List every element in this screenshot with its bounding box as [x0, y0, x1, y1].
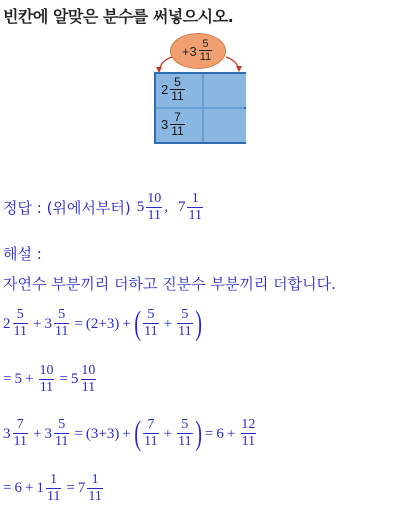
grid-cell-row1-given	[156, 74, 202, 107]
eq3-term2-numerator: 5	[58, 417, 66, 433]
eq2-result-whole: 5	[70, 371, 79, 388]
eq1-plus-2: +	[122, 315, 131, 332]
eq1-term1-whole: 2	[3, 315, 11, 332]
eq2-numerator: 10	[39, 363, 54, 378]
eq3-equals-2: =	[204, 425, 214, 442]
grid-cell-row2-blank[interactable]	[204, 109, 246, 142]
eq1-term2-denominator: 11	[54, 324, 69, 340]
eq3-frac2-denominator: 11	[178, 434, 192, 450]
eq4-equals-2: =	[66, 480, 75, 497]
equation-line-4	[3, 473, 105, 504]
explanation-label-line	[3, 243, 42, 264]
eq3-result-denominator: 11	[241, 434, 256, 450]
eq1-frac2-numerator: 5	[181, 307, 189, 323]
eq1-term1-numerator: 5	[16, 307, 24, 323]
answer1-whole: 5	[136, 199, 145, 216]
eq3-equals: =	[74, 425, 83, 442]
grid-cell-row2-given	[156, 109, 202, 142]
oval-numerator: 5	[202, 37, 209, 50]
eq3-left-paren: (	[134, 415, 141, 452]
answer1-numerator: 10	[147, 191, 162, 206]
eq1-equals: =	[74, 315, 83, 332]
explanation-label: 해설 :	[3, 245, 42, 263]
eq1-frac1-numerator: 5	[147, 307, 155, 323]
eq4-result-denominator: 11	[88, 488, 102, 504]
eq2-whole: 5	[14, 371, 22, 388]
eq3-term2-denominator: 11	[54, 434, 69, 450]
eq4-mixed-denominator: 11	[46, 488, 61, 504]
eq3-frac2-numerator: 5	[181, 417, 189, 433]
eq3-term1-denominator: 11	[13, 434, 27, 450]
eq3-result-whole: 6	[216, 425, 224, 442]
eq3-term1-whole: 3	[3, 425, 11, 442]
row1-whole: 2	[161, 81, 169, 97]
eq3-right-paren: )	[194, 415, 202, 452]
eq4-result-whole: 7	[77, 480, 86, 497]
eq3-term1-numerator: 7	[16, 417, 24, 433]
eq4-equals: =	[3, 480, 12, 497]
eq3-frac1-denominator: 11	[144, 434, 158, 450]
eq2-result-numerator: 10	[81, 363, 96, 378]
eq3-plus-2: +	[122, 425, 131, 442]
row2-numerator: 7	[174, 110, 181, 124]
answer2-whole: 7	[177, 199, 186, 216]
row1-denominator: 11	[171, 88, 184, 103]
row2-denominator: 11	[171, 123, 184, 138]
eq2-equals-2: =	[59, 371, 68, 388]
eq1-right-paren: )	[194, 305, 202, 342]
answer-separator: ,	[164, 199, 168, 216]
answer-grid	[154, 72, 246, 144]
eq1-term2-whole: 3	[44, 315, 52, 332]
eq3-wholes-sum: (3+3)	[85, 425, 120, 442]
eq2-plus: +	[24, 371, 34, 388]
eq1-wholes-sum: (2+3)	[85, 315, 120, 332]
explanation-text: 자연수 부분끼리 더하고 진분수 부분끼리 더합니다.	[3, 275, 336, 293]
eq2-equals: =	[3, 371, 12, 388]
eq3-plus: +	[32, 425, 42, 442]
answer-label: 정답 : (위에서부터)	[3, 199, 131, 218]
eq1-frac2-denominator: 11	[178, 324, 192, 340]
eq4-whole: 6	[14, 480, 22, 497]
eq4-mixed-whole: 1	[36, 480, 44, 497]
equation-line-3	[3, 417, 258, 451]
eq3-term2-whole: 3	[44, 425, 52, 442]
row1-numerator: 5	[174, 75, 181, 89]
question-text: 빈칸에 알맞은 분수를 써넣으시오.	[3, 7, 234, 26]
row2-whole: 3	[161, 116, 169, 132]
eq1-left-paren: (	[134, 305, 141, 342]
oval-denominator: 11	[199, 51, 212, 64]
equation-line-2	[3, 364, 98, 395]
eq1-plus: +	[32, 315, 42, 332]
eq3-plus-4: +	[226, 425, 236, 442]
answer1-denominator: 11	[147, 207, 161, 223]
grid-cell-row1-blank[interactable]	[204, 74, 246, 107]
eq4-plus: +	[24, 480, 34, 497]
eq2-result-denominator: 11	[81, 379, 96, 395]
eq3-result-numerator: 12	[241, 417, 256, 433]
eq2-denominator: 11	[39, 379, 54, 395]
eq3-frac1-numerator: 7	[147, 417, 155, 433]
eq1-term2-numerator: 5	[58, 307, 66, 323]
eq1-plus-3: +	[163, 315, 173, 332]
eq4-mixed-numerator: 1	[50, 472, 58, 487]
eq1-frac1-denominator: 11	[144, 324, 158, 340]
eq3-plus-3: +	[163, 425, 173, 442]
eq4-result-numerator: 1	[91, 472, 99, 487]
answer2-numerator: 1	[191, 191, 199, 206]
explanation-text-line	[3, 273, 336, 294]
oval-prefix: +3	[181, 43, 197, 59]
equation-line-1	[3, 307, 202, 341]
answer-line	[3, 192, 205, 223]
eq1-term1-denominator: 11	[13, 324, 27, 340]
answer2-denominator: 11	[188, 207, 202, 223]
